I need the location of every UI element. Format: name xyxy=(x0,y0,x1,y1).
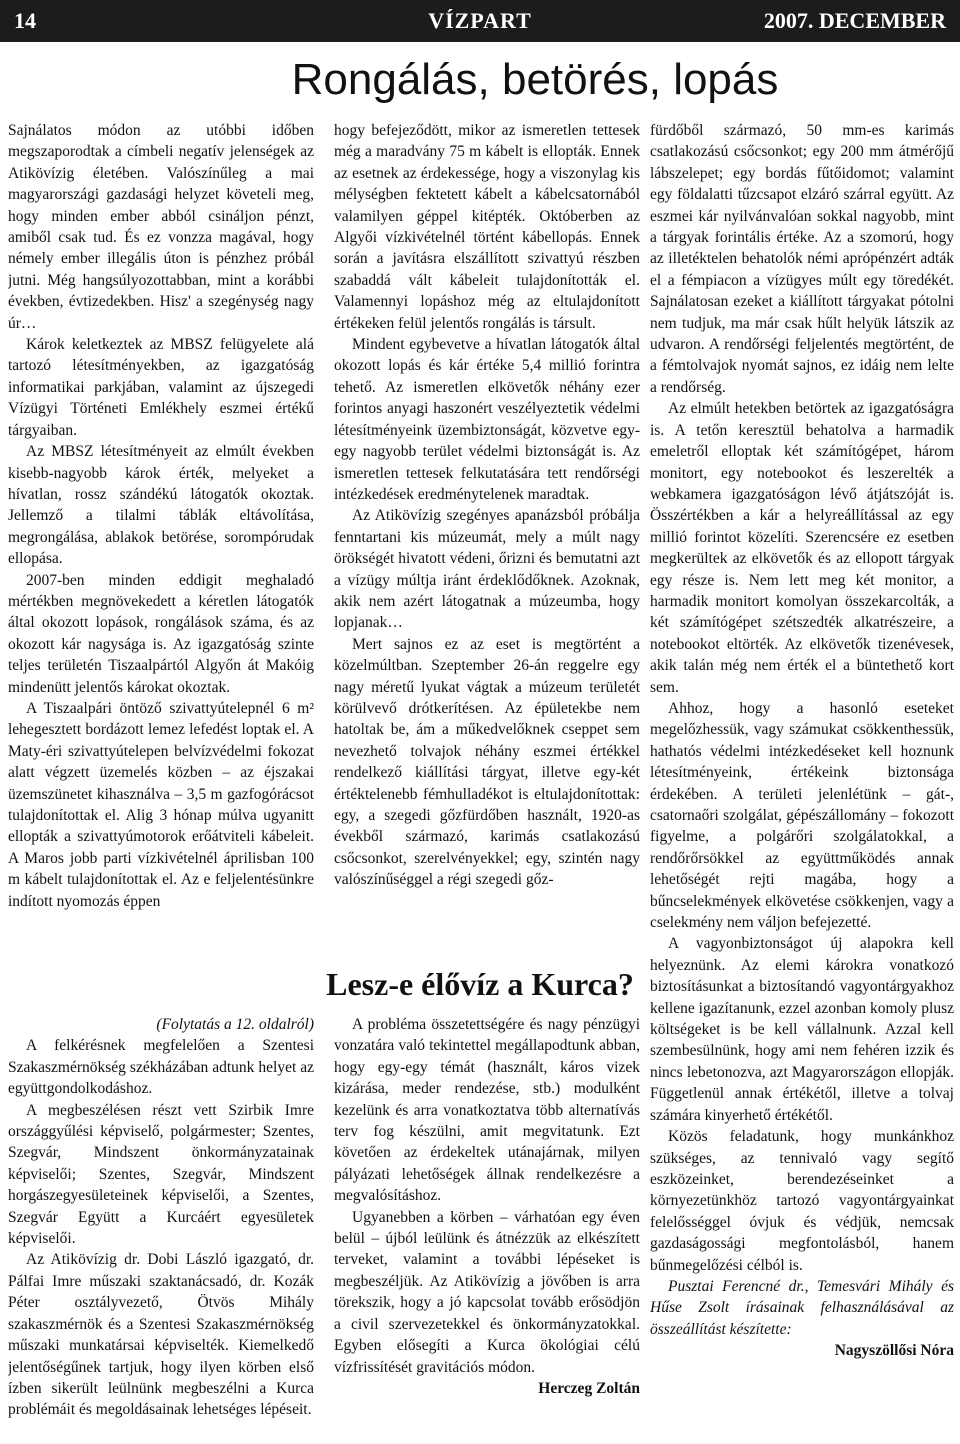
paragraph: A probléma összetettségére és nagy pénzügyi vonzatára való tekintettel megállapodtunk abban, hogy egy-egy témát (használt, káros vizek kizárása, meder rendezése, stb.) modulként kezelünk és arra vonatkoztatva több alternatívás terv fog készülni, amit megvitatunk. Ezt követően az érdekeltek utánajárnak, milyen pályázati lehetőségek állnak rendelkezésre a megvalósításhoz. xyxy=(334,1016,640,1205)
article1-column-1 xyxy=(8,120,314,958)
article1-column-2 xyxy=(334,120,640,958)
page-header xyxy=(0,0,960,42)
paragraph: 2007-ben minden eddigit meghaladó mértékben megnövekedett a kéretlen látogatók által okozott lopások, rongálások száma, és az okozott kár nagysága is. Az igazgatóság szinte teljes területén Tiszaalpártól Algyőn át Makóig mindenütt jelentős károkat okoztak. xyxy=(8,571,314,696)
paragraph: A felkérésnek megfelelően a Szentesi Szakaszmérnökség székházában adtunk helyet az együttgondolkodáshoz. xyxy=(8,1037,314,1098)
article1-column-3 xyxy=(650,120,954,1432)
paragraph: Közös feladatunk, hogy munkánkhoz szükséges, az tennivaló vagy segítő eszközeinket, berendezéseinket a környezetünkhöz tartozó vagyontárgyainkat felelősséggel óvjuk és védjük, nemcsak gazdaságossági megfontolásból, hanem bűnmegelőzési célból is. xyxy=(650,1128,954,1274)
paragraph: Az MBSZ létesítményeit az elmúlt években kisebb-nagyobb károk érték, melyeket a hívatlan, rossz szándékú látogatók okoztak. Jellemző a tilalmi táblák eltávolítása, megrongálása, ablakok betörése, sorompórudak ellopása. xyxy=(8,443,314,568)
publication-name: VÍZPART xyxy=(428,8,532,33)
article1-title: Rongálás, betörés, lopás xyxy=(291,55,779,104)
paragraph: Az elmúlt hetekben betörtek az igazgatóságra is. A tetőn keresztül behatolva a harmadik emeletről elloptak két számítógépet, három monitort, egy notebookot és leszerelték a webkamera igazgatóságon lévő átjátszóját is. Összértékben a kár a helyreállítással az egy millió forintot közelíti. Szerencsére ez esetben megkerültek az elkövetők és az ellopott tárgyak egy része is. Nem lett meg két monitor, a harmadik monitort komolyan összekarcolták, a két számítógépet szétszedték alkatrészeire, a notebookot eltörték. Az elkövetők tizenévesek, akik talán még nem érték el a büntethető kort sem. xyxy=(650,400,954,696)
article2-author-line xyxy=(334,1378,640,1399)
paragraph: hogy befejeződött, mikor az ismeretlen tettesek még a maradvány 75 m kábelt is ellopták. Ennek az esetnek az érdekessége, hogy a viszonylag kis mélységben fektetett kábelt a kábelcsatornából valamilyen géppel kitépték. Októberben az Algyői vízkivételnél történt kábellopás. Ennek során a javításra elszállított szivattyú részben szabaddá vált kábeleit tulajdonították el. Valamennyi lopáshoz még az eltulajdonított értékeken felül jelentős rongálás is társult. xyxy=(334,122,640,332)
credit-line: Pusztai Ferencné dr., Temesvári Mihály és Hűse Zsolt írásainak felhasználásával az összeállítást készítette: xyxy=(650,1277,954,1338)
paragraph: fürdőből származó, 50 mm-es karimás csatlakozású csőcsonkot; egy 200 mm átmérőjű lábszelepet; egy bordás fűtőidomot; valamint egy földalatti tűzcsapot elzáró szárral együtt. Az eszmei kár nyilvánvalóan sokkal nagyobb, mint a tárgyak forintális értéke. Az a szomorú, hogy az illetéktelen behatolók némi aprópénzért adták el a fémpiacon a vízügyes múlt egy töredékét. Sajnálatosan ezeket a kiállított tárgyakat pótolni nem tudjuk, ma már csak hűlt helyük látszik az udvaron. A rendőrségi feljelentés megtörtént, de a fémtolvajok nyomát sajnos, ez idáig nem lelte a rendőrség. xyxy=(650,122,954,396)
paragraph: Mert sajnos ez az eset is megtörtént a közelmúltban. Szeptember 26-án reggelre egy nagy méretű lyukat vágtak a múzeum területét körülvevő drótkerítésen. Az épületekbe nem hatoltak be, ám a műkedvelőknek cseppet sem nevezhető tolvajok néhány eszmei értékkel rendelkező kiállítási tárgyat, illetve egy-két értéktelenebb fémhulladékot is eltulajdonítottak: egy, a szegedi gőzfürdőben használt, 1920-as évekből származó, karimás csatlakozású csőcsonkot, szerelvényekkel; egy, szintén nagy valószínűséggel a régi szegedi gőz- xyxy=(334,635,640,889)
page-number: 14 xyxy=(14,8,36,33)
credit-author-line xyxy=(650,1340,954,1361)
article2-author: Herczeg Zoltán xyxy=(538,1379,640,1397)
paragraph: Ahhoz, hogy a hasonló eseteket megelőzhessük, vagy számukat csökkenthessük, hathatós védelmi intézkedéseket kell hoznunk létesítményeink, értékeink biztonsága érdekében. A területi jelenlétünk – gát-, csatornaőri szolgálat, gépészállomány – fokozott figyelme, a polgárőri szolgálatokkal, a rendőrőrsökkel az együttműködés annak lehetőségét rejti magába, hogy a bűncselekmények elkövetése csökkenjen, vagy a cselekmény nem váljon befejezetté. xyxy=(650,699,954,932)
paragraph: A Tiszaalpári öntöző szivattyútelepnél 6 m² lehegesztett bordázott lemez lefedést loptak el. A Maty-éri szivattyútelepen belvízvédelmi fokozat alatt végzett üzemelés közben – az éjszakai üzemszünetet kihasználva – 3,5 m gazfogórácsot tulajdonítottak el. Alig 3 hónap múlva ugyanitt ellopták a szivattyúmotorok erőátviteli kábeleit. A Maros jobb parti vízkivételnél áprilisban 100 m kábelt tulajdonítottak el. Az e feljelentésünkre indított nyomozás éppen xyxy=(8,699,314,910)
article2-column-2 xyxy=(334,1014,640,1434)
paragraph: Károk keletkeztek az MBSZ felügyelete alá tartozó létesítményekben, az igazgatóság informatikai parkjában, valamint az újszegedi Vízügyi Történeti Emlékhely eszmei értékű tárgyaiban. xyxy=(8,336,314,439)
article2-title: Lesz-e élővíz a Kurca? xyxy=(326,966,634,1002)
paragraph: A megbeszélésen részt vett Szirbik Imre országgyűlési képviselő, polgármester; Szentes, Szegvár, Mindszent önkormányzatainak képviselői; Szentes, Szegvár, Mindszent horgászegyesületeinek képviselői, a Szentes, Szegvár Együtt a Kurcáért egyesületek képviselői. xyxy=(8,1101,314,1248)
paragraph: Ugyanebben a körben – várhatóan egy éven belül – újból leülünk és átnézzük az elkészített terveket, valamint a további lépéseket is megbeszéljük. Az Atikövízig a jövőben is arra törekszik, hogy a jó kapcsolat tovább erősödjön a civil szervezetekkel és önkormányzatokkal. Egyben elősegíti a Kurca ökológiai célú vízfrissítését gravitációs módon. xyxy=(334,1208,640,1376)
paragraph: Sajnálatos módon az utóbbi időben megszaporodtak a címbeli negatív jelenségek az Atikövízig életében. Valószínűleg a mai magyarországi gazdasági helyzet követeli meg, hogy minden ember abból csináljon pénzt, amiből csak tud. És ez vonzza magával, hogy némely ember illegális úton is pénzhez próbál jutni. Még hangsúlyozottabban, mint a korábbi években, évtizedekben. Hisz' a szegénység nagy úr… xyxy=(8,122,314,332)
issue-date: 2007. DECEMBER xyxy=(763,8,946,33)
paragraph: Mindent egybevetve a hívatlan látogatók által okozott lopás és kár értéke 5,4 millió forintra tehető. Az ismeretlen elkövetők néhány ezer forintos anyagi haszonért veszélyeztetik védelmi létesítményeink üzembiztonságát, közvetve egy-egy nagyobb terület védelmi biztonságát is. Az ismeretlen tettesek felkutatására tett rendőrségi intézkedések eredménytelenek maradtak. xyxy=(334,336,640,503)
continuation-note: (Folytatás a 12. oldalról) xyxy=(156,1016,314,1033)
paragraph: Az Atikövízig szegényes apanázsból próbálja fenntartani kis múzeumát, mely a múlt nagy örökségét hivatott védeni, őrizni és bemutatni azt a vízügy múltja iránt érdeklődőknek. Azoknak, akik nem azért látogatnak a múzeumba, hogy lopjanak… xyxy=(334,507,640,632)
paragraph: A vagyonbiztonságot új alapokra kell helyeznünk. Az elemi károkra vonatkozó biztosításunkat a biztosítandó vagyontárgyakhoz kellene igazítanunk, ezzel azonban komoly plusz költségeket is be kell vállalnunk. Azzal kell szembesülnünk, hogy ami nem fehéren izzik és nincs lebetonozva, azt Magyarországon ellopják. Függetlenül annak értékétől, illetve a tolvaj számára kinyerhető értékétől. xyxy=(650,935,954,1124)
article2-column-1 xyxy=(8,1014,314,1434)
paragraph: Az Atikövízig dr. Dobi László igazgató, dr. Pálfai Imre műszaki szaktanácsadó, dr. Kozák Péter osztályvezető, Ötvös Mihály szakaszmérnök és a Szentesi Szakaszmérnökség műszaki munkatársai képviselték. Kiemelkedő jelentőségűnek tartjuk, hogy ilyen körben első ízben sikerült leülnünk megbeszélni a Kurca problémáit és megoldásainak lehetséges lépéseit. xyxy=(8,1251,314,1419)
credit-author: Nagyszöllősi Nóra xyxy=(834,1342,954,1360)
